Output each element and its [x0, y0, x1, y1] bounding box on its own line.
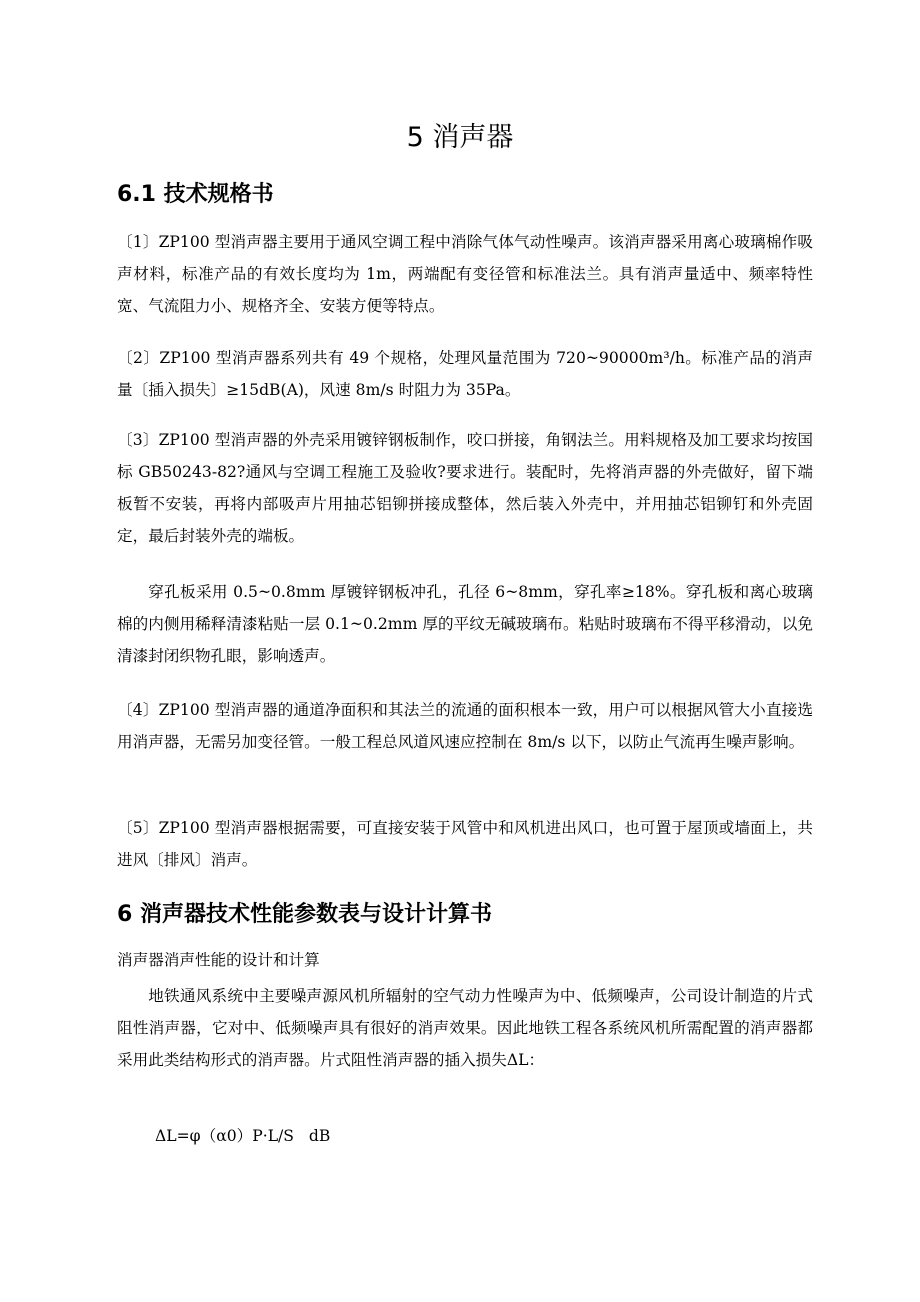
chapter-title: 5 消声器	[406, 122, 514, 153]
spec-paragraph-2: 〔2〕ZP100 型消声器系列共有 49 个规格，处理风量范围为 720~90000m³/h。标准产品的消声量〔插入损失〕≥15dB(A)，风速 8m/s 时阻力为 35Pa。	[117, 349, 813, 399]
spec-paragraph-1: 〔1〕ZP100 型消声器主要用于通风空调工程中消除气体气动性噪声。该消声器采用离心玻璃棉作吸声材料，标准产品的有效长度均为 1m，两端配有变径管和标准法兰。具有消声量适中、频率特性宽、气流阻力小、规格齐全、安装方便等特点。	[117, 233, 813, 315]
section-heading-calc: 6 消声器技术性能参数表与设计计算书	[117, 902, 492, 927]
spec-paragraph-5: 〔4〕ZP100 型消声器的通道净面积和其法兰的流通的面积根本一致，用户可以根据风管大小直接选用消声器，无需另加变径管。一般工程总风道风速应控制在 8m/s 以下，以防止气流再生噪声影响。	[117, 701, 813, 751]
calc-paragraph: 地铁通风系统中主要噪声源风机所辐射的空气动力性噪声为中、低频噪声，公司设计制造的片式阻性消声器，它对中、低频噪声具有很好的消声效果。因此地铁工程各系统风机所需配置的消声器都采用此类结构形式的消声器。片式阻性消声器的插入损失ΔL：	[117, 987, 813, 1069]
section-heading-spec: 6.1 技术规格书	[117, 182, 274, 207]
insertion-loss-formula: ΔL=φ（α0）P·L/S dB	[155, 1127, 331, 1145]
spec-paragraph-4: 穿孔板采用 0.5~0.8mm 厚镀锌钢板冲孔，孔径 6~8mm，穿孔率≥18%。穿孔板和离心玻璃棉的内侧用稀释清漆粘贴一层 0.1~0.2mm 厚的平纹无碱玻璃布。粘贴时玻璃布不得平移滑动，以免清漆封闭织物孔眼，影响透声。	[117, 583, 813, 665]
spec-paragraph-3: 〔3〕ZP100 型消声器的外壳采用镀锌钢板制作，咬口拼接，角钢法兰。用料规格及加工要求均按国标 GB50243-82?通风与空调工程施工及验收?要求进行。装配时，先将消声器的外壳做好，留下端板暂不安装，再将内部吸声片用抽芯铝铆拼接成整体，然后装入外壳中，并用抽芯铝铆钉和外壳固定，最后封装外壳的端板。	[117, 431, 813, 545]
spec-paragraph-6: 〔5〕ZP100 型消声器根据需要，可直接安装于风管中和风机进出风口，也可置于屋顶或墙面上，共进风〔排风〕消声。	[117, 819, 813, 869]
calc-subheading: 消声器消声性能的设计和计算	[117, 951, 320, 969]
